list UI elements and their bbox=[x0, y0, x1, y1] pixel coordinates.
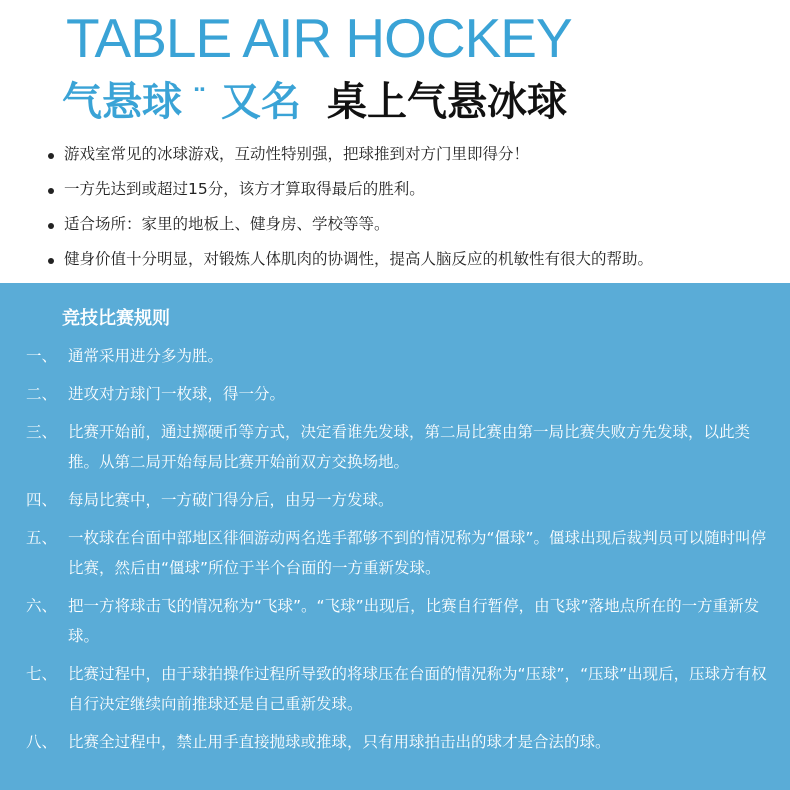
rules-title: 竞技比赛规则 bbox=[62, 308, 170, 329]
title-english: TABLE AIR HOCKEY bbox=[66, 7, 572, 69]
feature-bullet: 适合场所：家里的地板上、健身房、学校等等。 bbox=[44, 207, 653, 242]
title-cn-name: 气悬球 bbox=[62, 79, 182, 125]
rule-item bbox=[0, 485, 768, 515]
rule-text: 进攻对方球门一枚球，得一分。 bbox=[68, 385, 286, 403]
rule-item bbox=[0, 379, 768, 409]
feature-bullet-list bbox=[44, 137, 653, 277]
rule-text: 比赛全过程中，禁止用手直接抛球或推球，只有用球拍击出的球才是合法的球。 bbox=[68, 733, 611, 751]
title-chinese bbox=[62, 76, 567, 132]
rule-number: 二、 bbox=[26, 385, 58, 403]
rule-item bbox=[0, 727, 768, 757]
rule-item bbox=[0, 523, 768, 583]
rule-text: 比赛开始前，通过掷硬币等方式，决定看谁先发球，第二局比赛由第一局比赛失败方先发球，以此类推。从第二局开始每局比赛开始前双方交换场地。 bbox=[68, 423, 751, 471]
title-cn-quote-mark: ¨ bbox=[192, 84, 207, 119]
rule-number: 五、 bbox=[26, 529, 58, 547]
rule-number: 三、 bbox=[26, 423, 58, 441]
feature-bullet: 健身价值十分明显，对锻炼人体肌肉的协调性，提高人脑反应的机敏性有很大的帮助。 bbox=[44, 242, 653, 277]
rule-number: 四、 bbox=[26, 491, 58, 509]
rule-number: 一、 bbox=[26, 347, 58, 365]
rule-item bbox=[0, 341, 768, 371]
rule-number: 六、 bbox=[26, 597, 58, 615]
rule-number: 七、 bbox=[26, 665, 58, 683]
rule-text: 每局比赛中，一方破门得分后，由另一方发球。 bbox=[68, 491, 394, 509]
rules-section bbox=[0, 283, 790, 790]
rule-item bbox=[0, 417, 768, 477]
rule-text: 比赛过程中，由于球拍操作过程所导致的将球压在台面的情况称为“压球”，“压球”出现后，压球方有权自行决定继续向前推球还是自己重新发球。 bbox=[68, 665, 767, 713]
rule-text: 通常采用进分多为胜。 bbox=[68, 347, 224, 365]
rule-text: 把一方将球击飞的情况称为“飞球”。“飞球”出现后，比赛自行暂停，由飞球”落地点所在的一方重新发球。 bbox=[68, 597, 760, 645]
rule-list bbox=[0, 341, 768, 765]
rule-number: 八、 bbox=[26, 733, 58, 751]
header-section bbox=[0, 0, 790, 283]
feature-bullet: 游戏室常见的冰球游戏，互动性特别强，把球推到对方门里即得分！ bbox=[44, 137, 653, 172]
rule-item bbox=[0, 659, 768, 719]
title-cn-alias: 桌上气悬冰球 bbox=[327, 79, 567, 125]
rule-text: 一枚球在台面中部地区徘徊游动两名选手都够不到的情况称为“僵球”。僵球出现后裁判员可以随时叫停比赛，然后由“僵球”所位于半个台面的一方重新发球。 bbox=[68, 529, 767, 577]
rule-item bbox=[0, 591, 768, 651]
feature-bullet: 一方先达到或超过15分，该方才算取得最后的胜利。 bbox=[44, 172, 653, 207]
title-cn-alias-label: 又名 bbox=[221, 79, 301, 125]
